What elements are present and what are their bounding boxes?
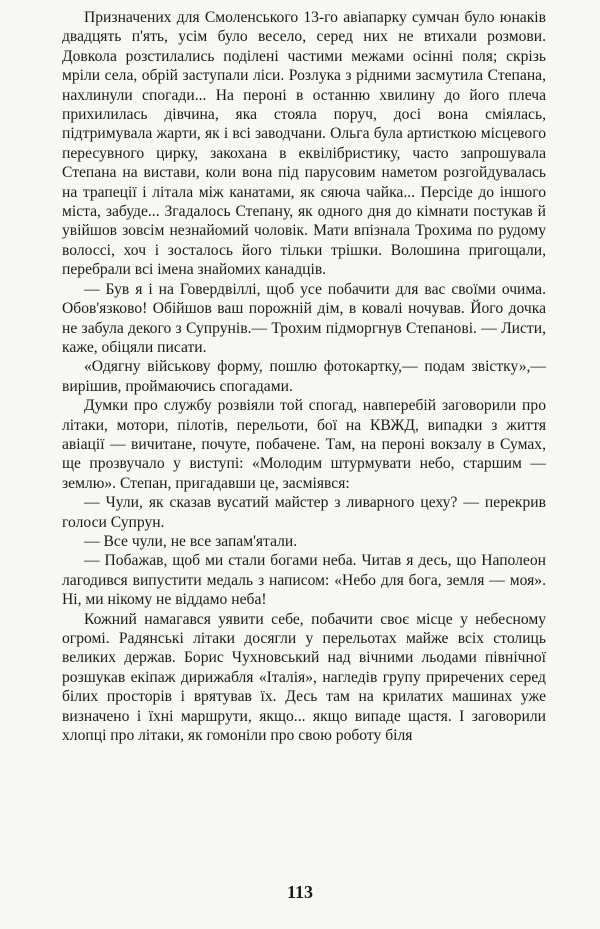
paragraph-4: Думки про службу розвіяли той спогад, навперебій заговорили про літаки, мотори, пілотів, перельоти, бої на КВЖД, випадки з життя авіації — вичитане, почуте, побачене. Там, на пероні вокзалу в Сумах, ще прозвучало у виступі: «Молодим штурмувати небо, старшим — землю». Степан, пригадавши це, засміявся:: [62, 397, 546, 492]
paragraph-6: — Все чули, не все запам'ятали.: [84, 532, 298, 550]
page-body: [62, 8, 546, 745]
paragraph-3: «Одягну військову форму, пошлю фотокартку,— подам звістку»,— вирішив, проймаючись спогадами.: [62, 358, 546, 395]
page-number: 113: [286, 882, 313, 902]
paragraph-2: — Був я і на Говердвіллі, щоб усе побачити для вас своїми очима. Обов'язково! Обійшов ваш порожній дім, в ковалі ночував. Його дочка не забула декого з Супрунів.— Трохим підморгнув Степанові. — Листи, каже, обіцяли писати.: [62, 280, 546, 356]
paragraph-7: — Побажав, щоб ми стали богами неба. Читав я десь, що Наполеон лагодився випустити медаль з написом: «Небо для бога, земля — моя». Ні, ми нікому не віддамо неба!: [62, 552, 546, 609]
paragraph-1: Призначених для Смоленського 13-го авіапарку сумчан було юнаків двадцять п'ять, усім було весело, серед них не втихали розмови. Довкола розстилались поділені частими межами осінні поля; скрізь мріли села, обрій заступали ліси. Розлука з рідними засмутила Степана, нахлинули спогади... На пероні в останню хвилину до його плеча прихилилась дівчина, яка стояла поруч, досі вона сміялась, підтримувала жарти, як і всі заводчани. Ольга була артисткою місцевого пересувного цирку, закохана в еквілібристику, часто запрошувала Степана на вистави, коли вона під парусовим наметом розгойдувалась на трапеції і літала між канатами, як сяюча чайка... Персіде до іншого міста, забуде... Згадалось Степану, як одного дня до кімнати постукав й увійшов зовсім незнайомий чоловік. Мати впізнала Трохима по рудому волоссі, хоч і зосталось його тільки трішки. Волошина пригощали, перебрали всі імена знайомих канадців.: [62, 9, 546, 279]
paragraph-8: Кожний намагався уявити себе, побачити своє місце у небесному огромі. Радянські літаки досягли у перельотах майже всіх столиць великих держав. Борис Чухновський над вічними льодами північної розшукав екіпаж дирижабля «Італія», нагледів групу приречених серед білих просторів і врятував їх. Десь там на крилатих машинах уже визначено і їхні маршрути, якщо... якщо випаде щастя. І заговорили хлопці про літаки, як гомоніли про свою роботу біля: [62, 610, 546, 745]
paragraph-5: — Чули, як сказав вусатий майстер з ливарного цеху? — перекрив голоси Супрун.: [62, 494, 546, 531]
